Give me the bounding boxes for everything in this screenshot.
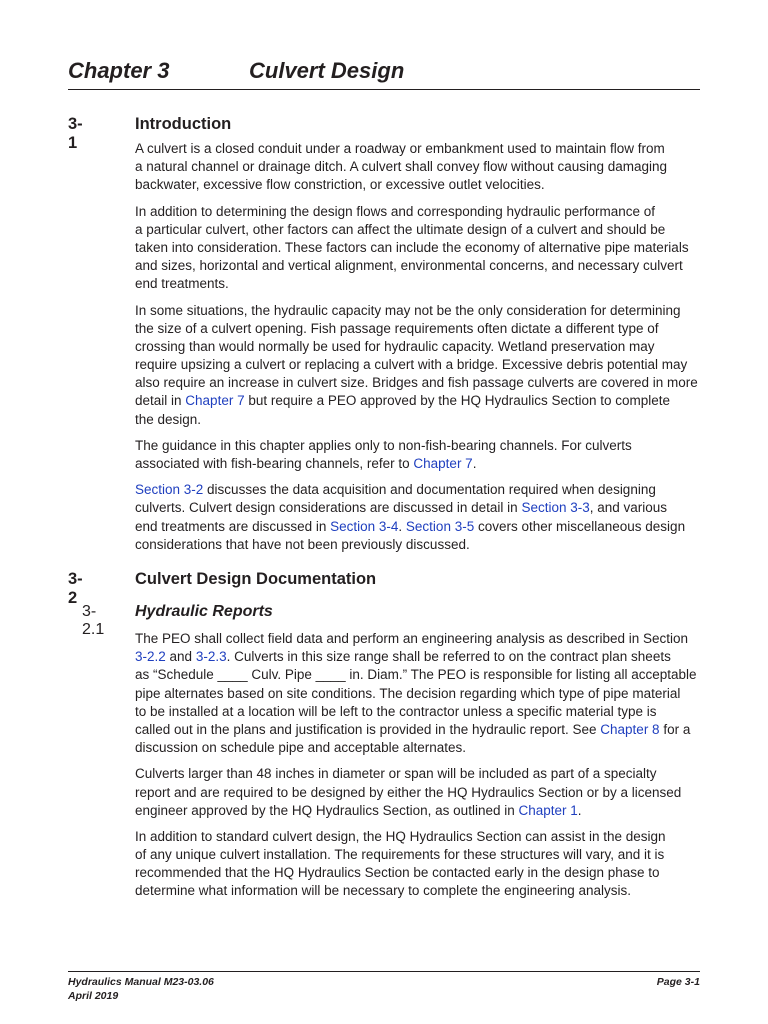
text-line: backwater, excessive flow constriction, or excessive outlet velocities. [135, 177, 545, 193]
section-title: Introduction [135, 115, 232, 133]
text-line: The guidance in this chapter applies only to non-fish-bearing channels. For culverts [135, 437, 632, 453]
reports-paragraph-1 [135, 630, 701, 757]
section-3-4-link[interactable]: Section 3-4 [330, 518, 399, 534]
text-segment: and [165, 649, 196, 665]
text-segment: for a [659, 721, 691, 737]
section-3-5-link[interactable]: Section 3-5 [405, 518, 475, 534]
text-line: crossing than would normally be used for hydraulic capacity. Wetland preservation may [135, 338, 655, 354]
text-segment: but require a PEO approved by the HQ Hydraulics Section to complete [244, 393, 671, 409]
section-3-2-3-link[interactable]: 3-2.3 [195, 649, 227, 665]
chapter-header [68, 56, 700, 90]
intro-body [135, 140, 701, 554]
chapter-number: Chapter 3 [68, 58, 170, 83]
text-line: of any unique culvert installation. The requirements for these structures will vary, and it is [135, 847, 665, 863]
chapter-7-link[interactable]: Chapter 7 [185, 393, 245, 409]
text-line: and sizes, horizontal and vertical alignment, environmental concerns, and necessary culvert [135, 258, 683, 274]
text-line: In addition to standard culvert design, the HQ Hydraulics Section can assist in the design [135, 828, 666, 844]
section-title: Culvert Design Documentation [135, 570, 377, 588]
reports-paragraph-3 [135, 828, 701, 901]
text-segment: covers other miscellaneous design [474, 518, 686, 534]
intro-paragraph-5 [135, 481, 701, 554]
text-segment: detail in [135, 393, 186, 409]
text-line: In some situations, the hydraulic capacity may not be the only consideration for determining [135, 302, 681, 318]
text-line: pipe alternates based on site conditions. The decision regarding which type of pipe material [135, 685, 681, 701]
section-3-3-link[interactable]: Section 3-3 [521, 500, 590, 516]
section-title: Hydraulic Reports [135, 603, 273, 620]
text-line [135, 802, 701, 820]
text-line: a natural channel or drainage ditch. A culvert shall convey flow without causing damaging [135, 159, 668, 175]
text-segment: engineer approved by the HQ Hydraulics Section, as outlined in [135, 802, 519, 818]
text-segment: end treatments are discussed in [135, 518, 331, 534]
intro-paragraph-4 [135, 437, 701, 473]
text-segment: . [398, 518, 406, 534]
text-line: a particular culvert, other factors can affect the ultimate design of a culvert and should be [135, 221, 666, 237]
text-line [135, 499, 701, 517]
text-line: considerations that have not been previously discussed. [135, 536, 470, 552]
text-line: recommended that the HQ Hydraulics Section be contacted early in the design phase to [135, 865, 660, 881]
text-line [135, 648, 701, 666]
intro-paragraph-3 [135, 302, 701, 429]
section-number: 3-1 [68, 115, 83, 152]
chapter-7-link[interactable]: Chapter 7 [413, 456, 473, 471]
text-line [135, 518, 701, 536]
text-segment: called out in the plans and justification is provided in the hydraulic report. See [135, 721, 601, 737]
reports-paragraph-2 [135, 765, 701, 820]
text-segment: discusses the data acquisition and documentation required when designing [203, 482, 656, 498]
chapter-1-link[interactable]: Chapter 1 [518, 802, 578, 818]
text-line: the size of a culvert opening. Fish passage requirements often dictate a different type of [135, 320, 659, 336]
text-segment: culverts. Culvert design considerations are discussed in detail in [135, 500, 522, 516]
section-number: 3-2.1 [82, 603, 105, 638]
text-segment: , and various [589, 500, 668, 516]
footer-page-number: Page 3-1 [656, 976, 700, 988]
footer-divider [68, 971, 700, 972]
chapter-8-link[interactable]: Chapter 8 [600, 721, 660, 737]
text-line: discussion on schedule pipe and acceptable alternates. [135, 740, 466, 756]
text-line [135, 455, 701, 473]
text-segment: associated with fish-bearing channels, refer to [135, 456, 414, 471]
section-3-2-2-link[interactable]: 3-2.2 [135, 649, 166, 665]
text-line: report and are required to be designed by either the HQ Hydraulics Section or by a licensed [135, 784, 682, 800]
footer-date: April 2019 [68, 990, 119, 1002]
text-line: taken into consideration. These factors can include the economy of alternative pipe materials [135, 239, 689, 255]
text-line: The PEO shall collect field data and perform an engineering analysis as described in Section [135, 631, 689, 646]
text-line: the design. [135, 411, 202, 427]
text-segment: . [577, 802, 582, 818]
chapter-title: Culvert Design [249, 58, 405, 83]
text-line: end treatments. [135, 276, 229, 292]
text-line: Culverts larger than 48 inches in diameter or span will be included as part of a specialty [135, 766, 657, 782]
text-segment: . [472, 456, 477, 471]
text-line [135, 392, 701, 410]
text-line: determine what information will be necessary to complete the engineering analysis. [135, 883, 632, 899]
footer-manual-id: Hydraulics Manual M23-03.06 [68, 976, 214, 988]
intro-paragraph-2 [135, 203, 701, 294]
text-line: to be installed at a location will be left to the contractor unless a specific material type is [135, 703, 657, 719]
text-line: as “Schedule ____ Culv. Pipe ____ in. Diam.” The PEO is responsible for listing all acceptable [135, 667, 697, 683]
text-line: require upsizing a culvert or replacing a culvert with a bridge. Excessive debris potential may [135, 357, 688, 373]
text-line: In addition to determining the design flows and corresponding hydraulic performance of [135, 203, 656, 219]
section-3-2-link[interactable]: Section 3-2 [135, 482, 204, 498]
text-segment: . Culverts in this size range shall be referred to on the contract plan sheets [226, 649, 671, 665]
hydraulic-reports-body [135, 630, 701, 901]
intro-paragraph-1 [135, 140, 701, 195]
text-line [135, 481, 701, 499]
section-number: 3-2 [68, 570, 83, 607]
text-line: A culvert is a closed conduit under a roadway or embankment used to maintain flow from [135, 141, 665, 156]
text-line: also require an increase in culvert size. Bridges and fish passage culverts are covered in more [135, 375, 698, 391]
text-line [135, 721, 701, 739]
